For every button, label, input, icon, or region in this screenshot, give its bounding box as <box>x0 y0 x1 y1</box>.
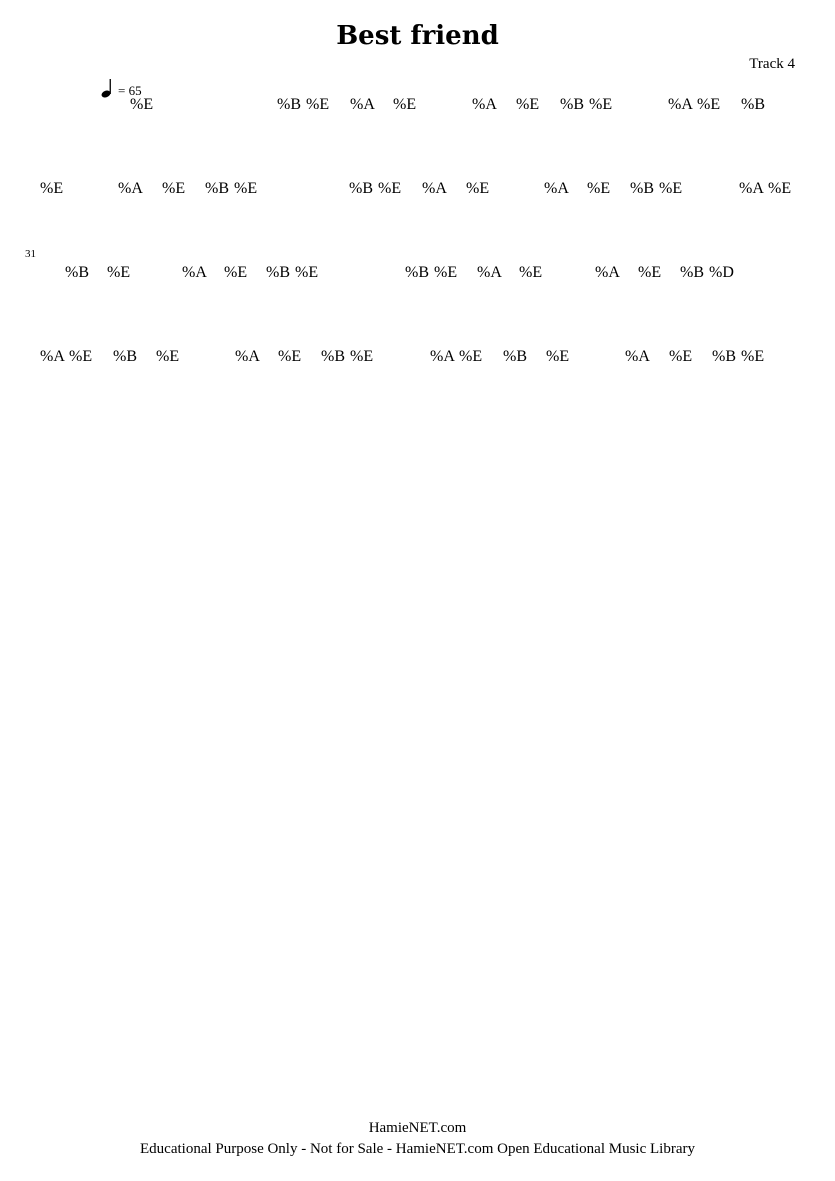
chord-symbol: %E <box>69 348 93 365</box>
chord-symbol: %B <box>266 264 290 281</box>
chord-symbol: %B <box>405 264 429 281</box>
chord-symbol: %B <box>321 348 345 365</box>
chord-symbol: %B <box>503 348 527 365</box>
chord-symbol: %A <box>350 96 375 113</box>
chord-symbol: %E <box>587 180 611 197</box>
chord-symbol: %D <box>709 264 734 281</box>
chord-symbol: %A <box>182 264 207 281</box>
chord-symbol: %B <box>65 264 89 281</box>
chord-symbol: %E <box>306 96 330 113</box>
chord-symbol: %B <box>277 96 301 113</box>
chord-symbol: %E <box>768 180 792 197</box>
chord-symbol: %B <box>205 180 229 197</box>
measure-number: 31 <box>25 248 36 260</box>
chord-symbol: %E <box>350 348 374 365</box>
chord-symbol: %E <box>434 264 458 281</box>
chord-symbol: %A <box>235 348 260 365</box>
chord-symbol: %A <box>668 96 693 113</box>
chord-symbol: %E <box>516 96 540 113</box>
tempo-marking <box>101 78 142 98</box>
chord-symbol: %E <box>459 348 483 365</box>
chord-symbol: %E <box>278 348 302 365</box>
chord-symbol: %E <box>224 264 248 281</box>
chord-symbol: %E <box>659 180 683 197</box>
chord-symbol: %A <box>739 180 764 197</box>
chord-symbol: %A <box>40 348 65 365</box>
chord-symbol: %B <box>560 96 584 113</box>
chord-symbol: %E <box>295 264 319 281</box>
chord-symbol: %B <box>680 264 704 281</box>
chord-symbol: %A <box>625 348 650 365</box>
chord-symbol: %E <box>697 96 721 113</box>
chord-symbol: %B <box>712 348 736 365</box>
chord-symbol: %E <box>40 180 64 197</box>
chord-symbol: %E <box>638 264 662 281</box>
chord-symbol: %A <box>595 264 620 281</box>
chord-symbol: %B <box>113 348 137 365</box>
footer-disclaimer: Educational Purpose Only - Not for Sale - HamieNET.com Open Educational Music Library <box>140 1141 695 1157</box>
chord-symbol: %E <box>162 180 186 197</box>
track-label: Track 4 <box>749 56 795 72</box>
chord-symbol: %E <box>234 180 258 197</box>
song-title: Best friend <box>336 21 499 51</box>
chord-symbol: %E <box>546 348 570 365</box>
chord-symbol: %E <box>669 348 693 365</box>
chord-symbol: %B <box>630 180 654 197</box>
chord-symbol: %A <box>544 180 569 197</box>
chord-symbol: %B <box>741 96 765 113</box>
chord-symbol: %E <box>589 96 613 113</box>
chord-symbol: %E <box>156 348 180 365</box>
chord-symbol: %A <box>430 348 455 365</box>
chord-symbol: %A <box>477 264 502 281</box>
chord-symbol: %A <box>118 180 143 197</box>
chord-symbol: %B <box>349 180 373 197</box>
chord-symbol: %E <box>466 180 490 197</box>
footer-site-name: HamieNET.com <box>368 1120 467 1136</box>
chord-symbol: %E <box>519 264 543 281</box>
chord-symbol: %E <box>130 96 154 113</box>
chord-symbol: %E <box>378 180 402 197</box>
chord-symbol: %A <box>472 96 497 113</box>
chord-symbol: %E <box>741 348 765 365</box>
chord-symbol: %E <box>393 96 417 113</box>
chord-symbol: %A <box>422 180 447 197</box>
tempo-value: = 65 <box>118 83 142 98</box>
chord-symbol: %E <box>107 264 131 281</box>
quarter-note-icon <box>101 78 115 98</box>
